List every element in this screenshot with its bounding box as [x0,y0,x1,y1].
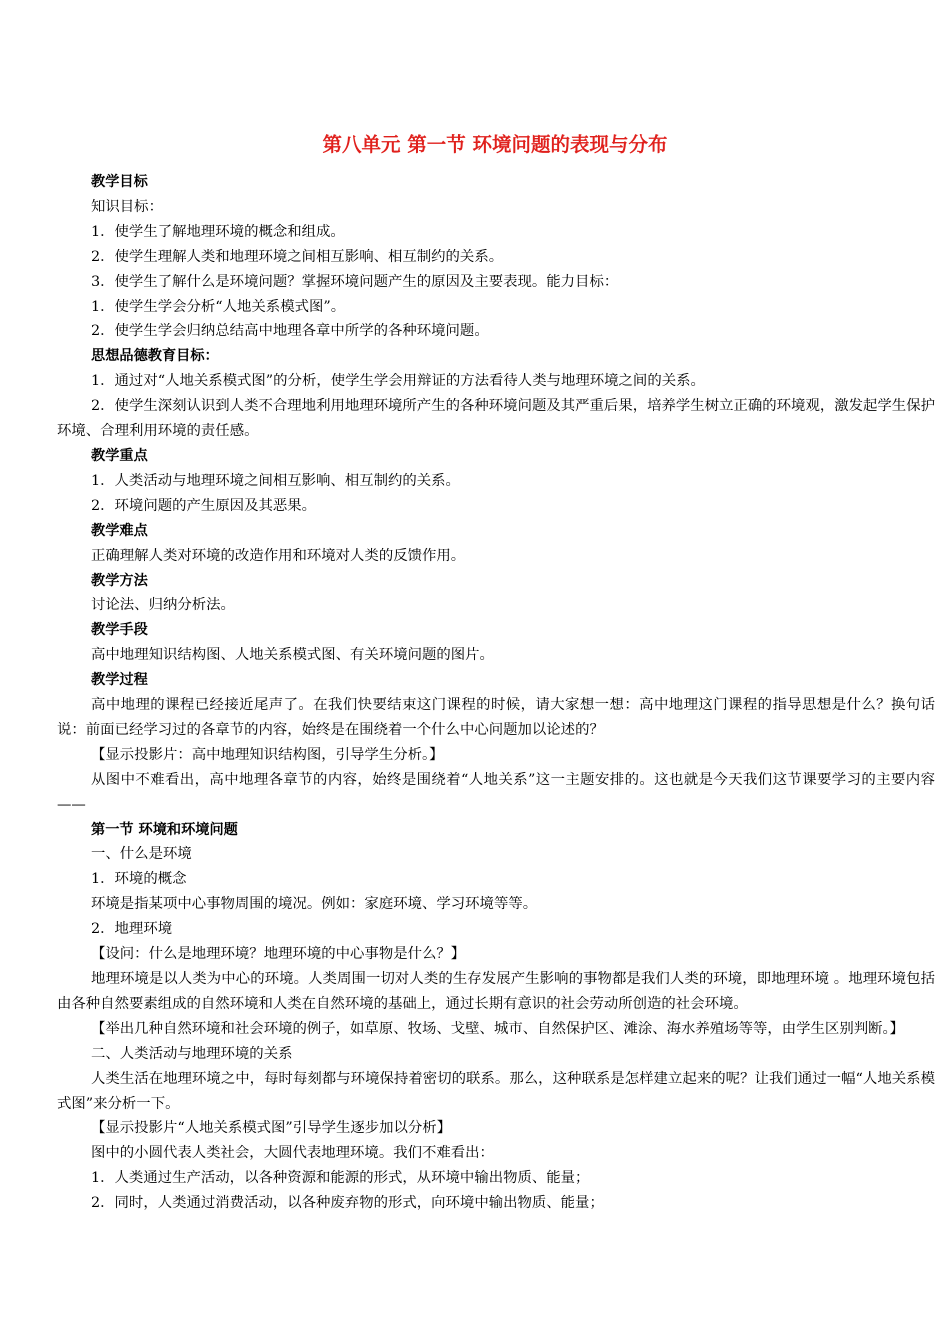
paragraph: 高中地理的课程已经接近尾声了。在我们快要结束这门课程的时候，请大家想一想：高中地理这门课程的指导思想是什么？换句话说：前面已经学习过的各章节的内容，始终是在围绕着一个什么中心问题加以论述的？ [57,697,935,738]
paragraph: 2．使学生学会归纳总结高中地理各章中所学的各种环境问题。 [91,323,489,340]
paragraph: 【设问：什么是地理环境？地理环境的中心事物是什么？】 [91,946,466,963]
paragraph: 讨论法、归纳分析法。 [91,597,235,614]
paragraph: 2．使学生深刻认识到人类不合理地利用地理环境所产生的各种环境问题及其严重后果，培养学生树立正确的环境观，激发起学生保护环境、合理利用环境的责任感。 [57,398,935,440]
paragraph: 图中的小圆代表人类社会，大圆代表地理环境。我们不难看出： [91,1145,494,1162]
paragraph: 知识目标： [91,198,163,215]
heading-moral-goals: 思想品德教育目标： [91,348,219,365]
paragraph: 1．使学生学会分析“人地关系模式图”。 [91,298,346,315]
paragraph: 一、什么是环境 [91,846,192,863]
paragraph: 地理环境是以人类为中心的环境。人类周围一切对人类的生存发展产生影响的事物都是我们人类的环境，即地理环境 。地理环境包括由各种自然要素组成的自然环境和人类在自然环境的基础上，通过长期有意识的社会劳动所创造的社会环境。 [57,971,935,1012]
paragraph: 1．通过对“人地关系模式图”的分析，使学生学会用辩证的方法看待人类与地理环境之间的关系。 [91,373,705,390]
paragraph: 1．环境的概念 [91,871,187,888]
heading-teaching-difficulty: 教学难点 [91,522,148,539]
paragraph: 二、人类活动与地理环境的关系 [91,1045,293,1062]
paragraph: 高中地理知识结构图、人地关系模式图、有关环境问题的图片。 [91,647,494,664]
heading-teaching-focus: 教学重点 [91,447,148,464]
document-body [57,170,935,1216]
paragraph: 人类生活在地理环境之中，每时每刻都与环境保持着密切的联系。那么，这种联系是怎样建立起来的呢？让我们通过一幅“人地关系模式图”来分析一下。 [57,1070,935,1112]
heading-teaching-means: 教学手段 [91,622,148,639]
paragraph: 2．环境问题的产生原因及其恶果。 [91,497,317,514]
paragraph: 从图中不难看出，高中地理各章节的内容，始终是围绕着“人地关系”这一主题安排的。这也就是今天我们这节课要学习的主要内容—— [57,771,935,813]
paragraph: 正确理解人类对环境的改造作用和环境对人类的反馈作用。 [91,547,466,564]
paragraph: 1．使学生了解地理环境的概念和组成。 [91,223,345,240]
heading-section-one: 第一节 环境和环境问题 [91,821,238,838]
paragraph: 3．使学生了解什么是环境问题？掌握环境问题产生的原因及主要表现。能力目标： [91,273,619,290]
paragraph: 2．地理环境 [91,921,173,938]
heading-teaching-goals: 教学目标 [91,174,148,190]
paragraph: 1．人类通过生产活动，以各种资源和能源的形式，从环境中输出物质、能量； [91,1170,590,1187]
paragraph: 1．人类活动与地理环境之间相互影响、相互制约的关系。 [91,472,460,489]
paragraph: 【显示投影片“人地关系模式图”引导学生逐步加以分析】 [91,1120,452,1137]
heading-teaching-method: 教学方法 [91,572,148,589]
document-title: 第八单元 第一节 环境问题的表现与分布 [322,133,668,156]
paragraph: 环境是指某项中心事物周围的境况。例如：家庭环境、学习环境等等。 [91,896,538,913]
paragraph: 2．使学生理解人类和地理环境之间相互影响、相互制约的关系。 [91,248,504,265]
paragraph: 【举出几种自然环境和社会环境的例子，如草原、牧场、戈壁、城市、自然保护区、滩涂、海水养殖场等等，由学生区别判断。】 [91,1020,905,1037]
paragraph: 2．同时，人类通过消费活动，以各种废弃物的形式，向环境中输出物质、能量； [91,1195,604,1212]
heading-teaching-process: 教学过程 [91,672,148,689]
paragraph: 【显示投影片：高中地理知识结构图，引导学生分析。】 [91,746,444,763]
